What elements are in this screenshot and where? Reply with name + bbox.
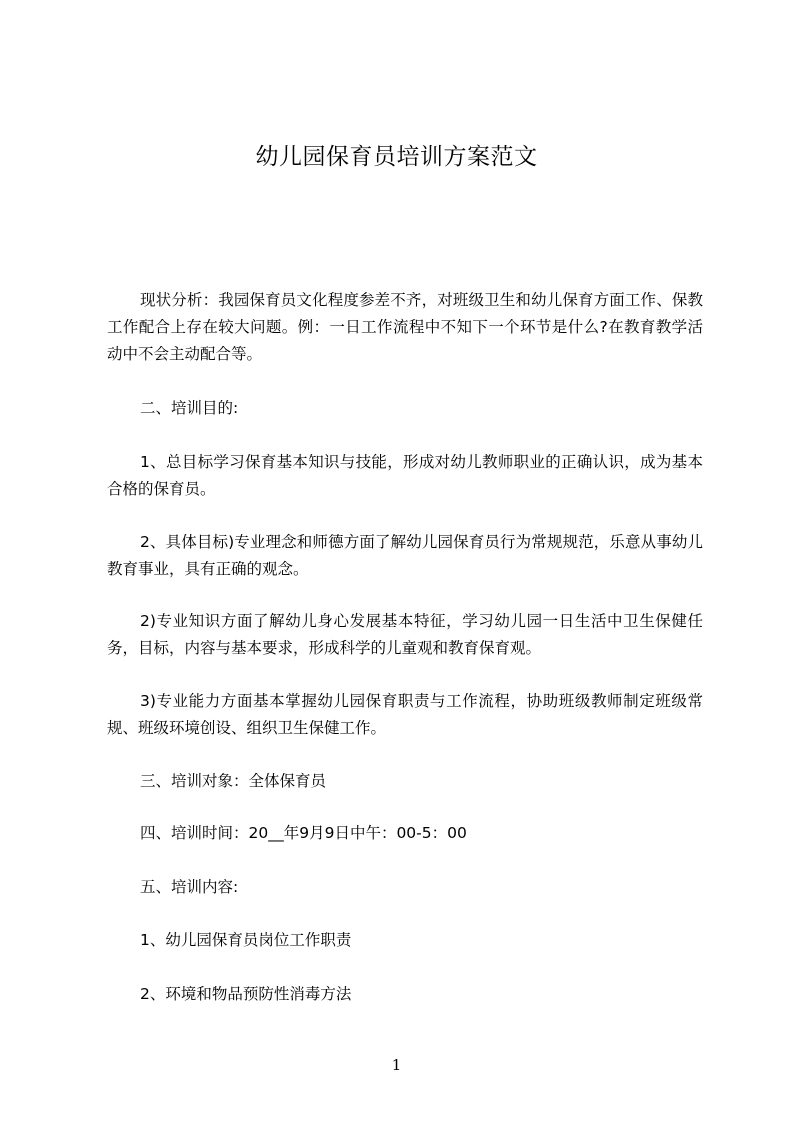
paragraph-professional-knowledge: 2)专业知识方面了解幼儿身心发展基本特征，学习幼儿园一日生活中卫生保健任务，目标，内容与基本要求，形成科学的儿童观和教育保育观。	[107, 612, 703, 657]
paragraph-specific-goal: 2、具体目标)专业理念和师德方面了解幼儿园保育员行为常规规范，乐意从事幼儿教育事业，具有正确的观念。	[107, 533, 703, 578]
paragraph-current-analysis: 现状分析：我园保育员文化程度参差不齐，对班级卫生和幼儿保育方面工作、保教工作配合上存在较大问题。例：一日工作流程中不知下一个环节是什么?在教育教学活动中不会主动配合等。	[107, 291, 703, 363]
paragraph-training-target: 三、培训对象：全体保育员	[140, 772, 327, 790]
paragraph-overall-goal: 1、总目标学习保育基本知识与技能，形成对幼儿教师职业的正确认识，成为基本合格的保育员。	[107, 453, 703, 498]
paragraph-content-item-2: 2、环境和物品预防性消毒方法	[140, 985, 352, 1003]
document-title: 幼儿园保育员培训方案范文	[255, 144, 538, 170]
paragraph-training-content-heading: 五、培训内容:	[140, 878, 239, 896]
paragraph-professional-ability: 3)专业能力方面基本掌握幼儿园保育职责与工作流程，协助班级教师制定班级常规、班级环境创设、组织卫生保健工作。	[107, 692, 703, 737]
paragraph-training-purpose-heading: 二、培训目的:	[140, 399, 239, 417]
paragraph-content-item-1: 1、幼儿园保育员岗位工作职责	[140, 931, 352, 949]
paragraph-training-time: 四、培训时间：20__年9月9日中午：00-5：00	[140, 824, 467, 842]
page-number: 1	[391, 1056, 402, 1074]
